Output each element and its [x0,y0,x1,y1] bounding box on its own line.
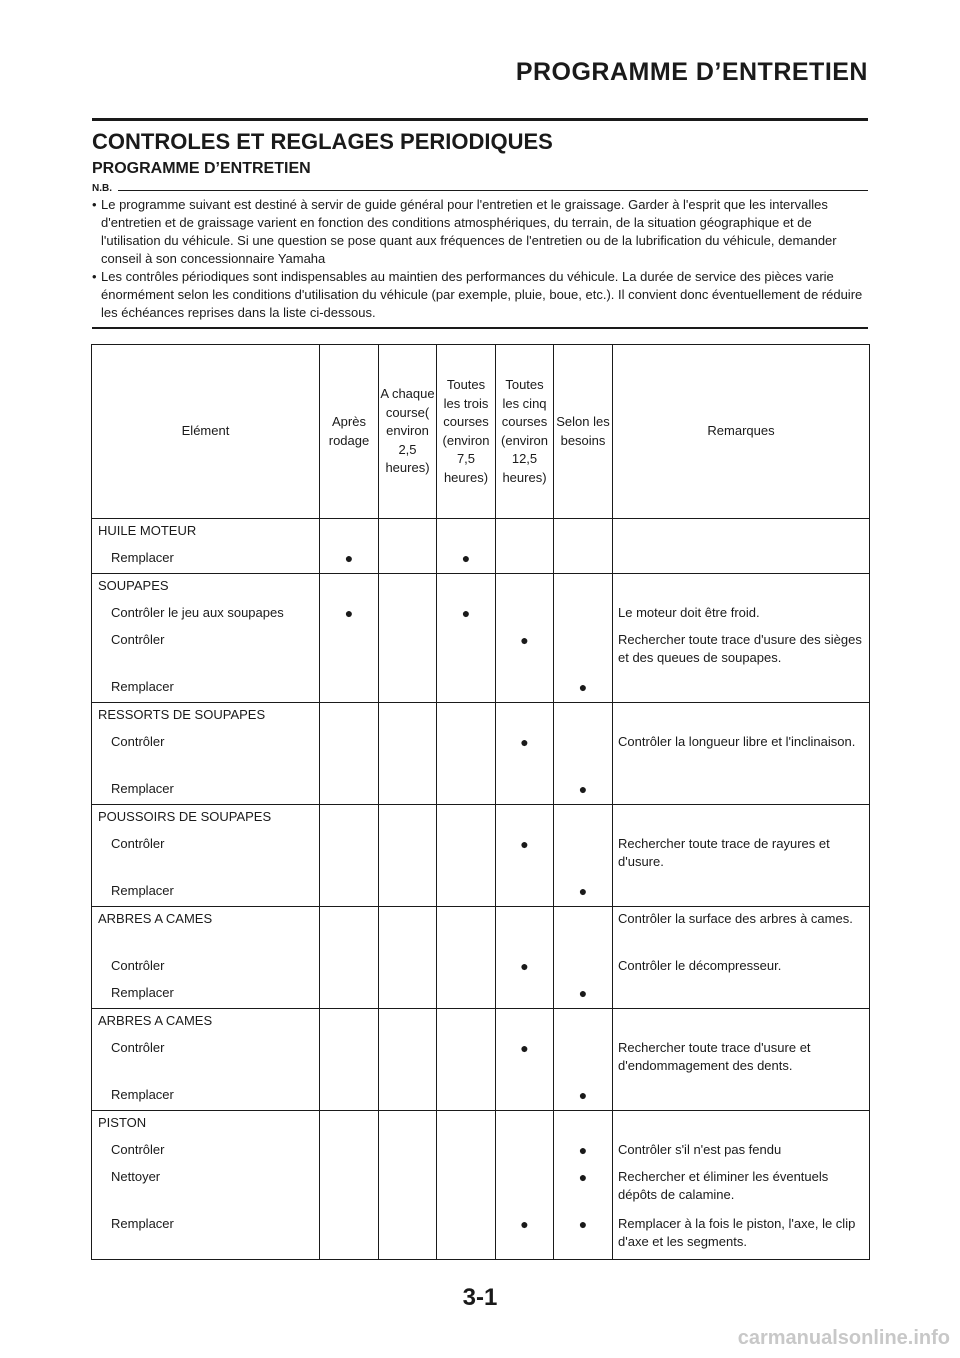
check-dot: ● [437,546,496,574]
task-label: Contrôler [92,1036,320,1083]
group-name: POUSSOIRS DE SOUPAPES [92,805,320,833]
remark: Rechercher toute trace de rayures et d'usure. [613,832,870,879]
remark: Contrôler la surface des arbres à cames. [613,907,870,955]
task-label: Remplacer [92,546,320,574]
check-dot: ● [554,879,613,907]
table-row [92,675,870,703]
remark: Rechercher toute trace d'usure et d'endommagement des dents. [613,1036,870,1083]
table-row [92,832,870,879]
table-row [92,1036,870,1083]
check-dot: ● [554,1212,613,1260]
section-subtitle: PROGRAMME D’ENTRETIEN [92,160,311,177]
table-row [92,601,870,628]
check-dot: ● [320,546,379,574]
check-dot: ● [554,1138,613,1165]
maintenance-table [91,344,870,1260]
task-label: Nettoyer [92,1165,320,1212]
table-row [92,805,870,833]
note-header [92,183,868,194]
check-dot: ● [496,628,554,675]
table-row [92,703,870,731]
watermark: carmanualsonline.info [737,1327,950,1349]
remark: Contrôler le décompresseur. [613,954,870,981]
table-row [92,574,870,602]
task-label: Remplacer [92,879,320,907]
page-number: 3-1 [462,1284,498,1311]
task-label: Contrôler [92,628,320,675]
remark: Le moteur doit être froid. [613,601,870,628]
task-label: Contrôler [92,1138,320,1165]
check-dot: ● [496,1036,554,1083]
task-label: Contrôler [92,954,320,981]
task-label: Contrôler [92,730,320,777]
table-row [92,1212,870,1260]
page-header-title: PROGRAMME D’ENTRETIEN [515,58,868,86]
task-label: Remplacer [92,1212,320,1260]
check-dot: ● [320,601,379,628]
note-item: • Les contrôles périodiques sont indispensables au maintien des performances du véhicule. La durée de service des pièces varie énormément selon les conditions d'utilisation du véhicule (par exemple, pluie, boue, etc.). Il convient donc éventuellement de réduire les échéances reprises dans la liste ci-dessous. [92,268,868,322]
group-name: SOUPAPES [92,574,320,602]
check-dot: ● [554,777,613,805]
task-label: Remplacer [92,675,320,703]
table-row [92,519,870,547]
table-row [92,777,870,805]
remark: Remplacer à la fois le piston, l'axe, le clip d'axe et les segments. [613,1212,870,1260]
header-apres-rodage: Après rodage [320,345,379,519]
group-name: HUILE MOTEUR [92,519,320,547]
note-list [92,196,868,322]
group-name: ARBRES A CAMES [92,907,320,955]
remark: Rechercher toute trace d'usure des sièges et des queues de soupapes. [613,628,870,675]
header-rule [92,118,868,121]
table-header-row [92,345,870,519]
table-row [92,879,870,907]
header-trois-courses: Toutes les trois courses (environ 7,5 heures) [437,345,496,519]
table-row [92,628,870,675]
note-label: N.B. [92,183,112,194]
check-dot: ● [496,1212,554,1260]
note-bottom-rule [92,327,868,329]
task-label: Contrôler [92,832,320,879]
header-selon-besoins: Selon les besoins [554,345,613,519]
table-row [92,546,870,574]
note-block [92,183,868,322]
task-label: Contrôler le jeu aux soupapes [92,601,320,628]
header-element: Elément [92,345,320,519]
check-dot: ● [496,954,554,981]
remark: Contrôler la longueur libre et l'inclinaison. [613,730,870,777]
table-row [92,1111,870,1139]
table-row [92,1083,870,1111]
table-row [92,981,870,1009]
group-name: PISTON [92,1111,320,1139]
check-dot: ● [554,675,613,703]
check-dot: ● [437,601,496,628]
check-dot: ● [554,1165,613,1212]
table-row [92,907,870,955]
table-row [92,954,870,981]
section-title: CONTROLES ET REGLAGES PERIODIQUES [92,129,553,154]
check-dot: ● [554,1083,613,1111]
note-item: • Le programme suivant est destiné à servir de guide général pour l'entretien et le graissage. Garder à l'esprit que les intervalles d'entretien et de graissage varient en fonction des conditions atmosphériques, du terrain, de la situation géographique et de l'utilisation du véhicule. Si une question se pose quant aux fréquences de l'entretien ou de la lubrification du véhicule, demander conseil à son concessionnaire Yamaha [92,196,868,268]
table-row [92,730,870,777]
task-label: Remplacer [92,1083,320,1111]
table-row [92,1165,870,1212]
remark: Rechercher et éliminer les éventuels dépôts de calamine. [613,1165,870,1212]
check-dot: ● [554,981,613,1009]
header-chaque-course: A chaque course( environ 2,5 heures) [379,345,437,519]
check-dot: ● [496,730,554,777]
check-dot: ● [496,832,554,879]
remark: Contrôler s'il n'est pas fendu [613,1138,870,1165]
header-remarques: Remarques [613,345,870,519]
group-name: ARBRES A CAMES [92,1009,320,1037]
group-name: RESSORTS DE SOUPAPES [92,703,320,731]
task-label: Remplacer [92,981,320,1009]
task-label: Remplacer [92,777,320,805]
header-cinq-courses: Toutes les cinq courses (environ 12,5 heures) [496,345,554,519]
table-row [92,1138,870,1165]
table-row [92,1009,870,1037]
note-rule [118,190,868,191]
